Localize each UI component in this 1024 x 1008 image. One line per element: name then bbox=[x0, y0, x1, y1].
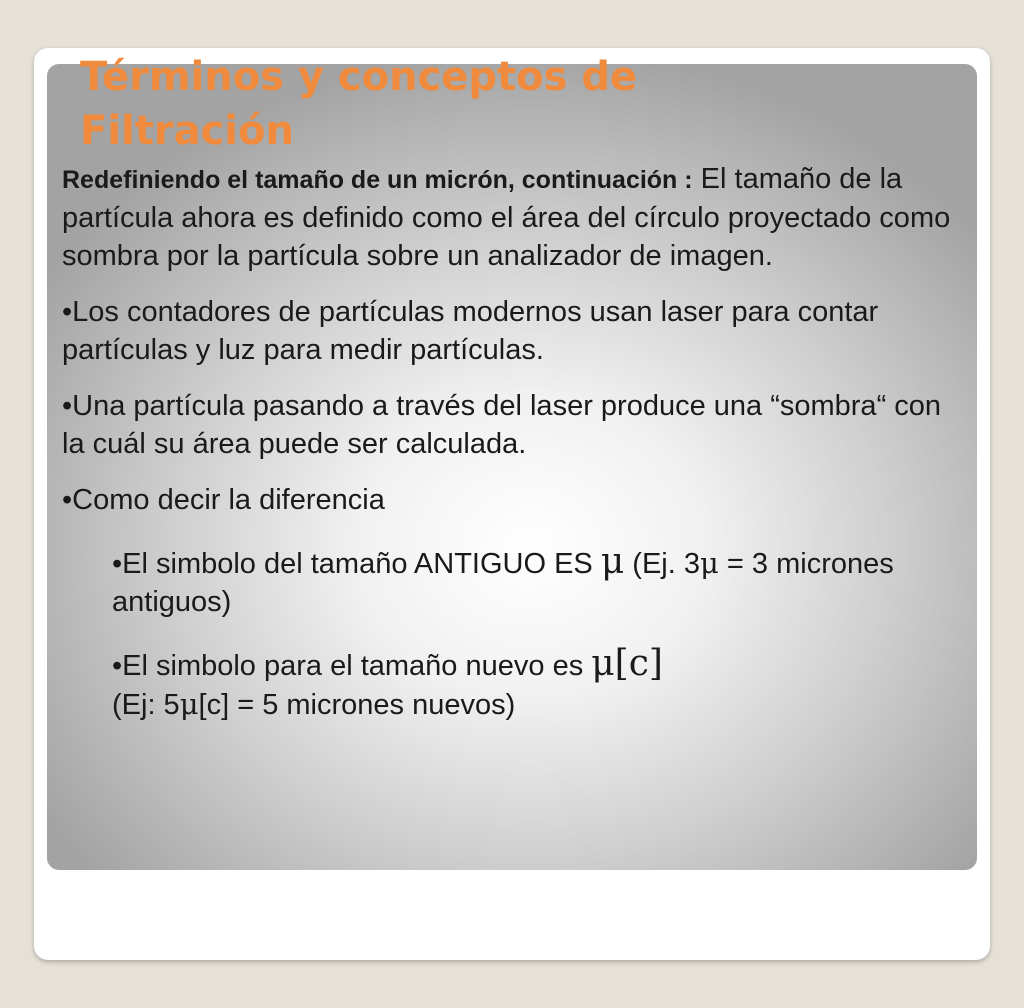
slide-title bbox=[80, 50, 637, 158]
intro-lead: Redefiniendo el tamaño de un micrón, continuación : bbox=[62, 166, 693, 194]
bullet-1: •Los contadores de partículas modernos usan laser para contar partículas y luz para medir partículas. bbox=[62, 296, 879, 366]
sub-bullet-2-line2-a: (Ej: 5 bbox=[112, 689, 180, 721]
slide-body bbox=[62, 160, 952, 742]
title-line-1: Términos y conceptos de bbox=[80, 54, 638, 100]
title-line-2: Filtración bbox=[80, 108, 294, 154]
sub-bullet-new-symbol bbox=[62, 645, 952, 724]
sub-bullet-2-text-a: •El simbolo para el tamaño nuevo es bbox=[112, 650, 592, 682]
mu-symbol-small: μ bbox=[700, 546, 719, 580]
mu-symbol-old: μ bbox=[600, 541, 625, 582]
sub-bullet-2-line2-b: [c] = 5 micrones nuevos) bbox=[198, 689, 516, 721]
sub-bullet-1-text-b: (Ej. 3 bbox=[624, 548, 700, 580]
bullet-3: •Como decir la diferencia bbox=[62, 484, 385, 516]
mu-symbol-small-2: μ bbox=[179, 687, 199, 721]
intro-paragraph bbox=[62, 160, 952, 275]
bullet-2: •Una partícula pasando a través del laser produce una “sombra“ con la cuál su área puede ser calculada. bbox=[62, 390, 942, 460]
sub-bullet-1-text-c: = 3 micrones antiguos) bbox=[112, 548, 894, 618]
intro-text: El tamaño de la partícula ahora es definido como el área del círculo proyectado como sombra por la partícula sobre un analizador de imagen. bbox=[62, 163, 951, 272]
sub-bullet-1-text-a: •El simbolo del tamaño ANTIGUO ES bbox=[112, 548, 601, 580]
sub-bullet-old-symbol bbox=[62, 543, 952, 621]
mu-c-symbol: μ[c] bbox=[591, 643, 663, 684]
